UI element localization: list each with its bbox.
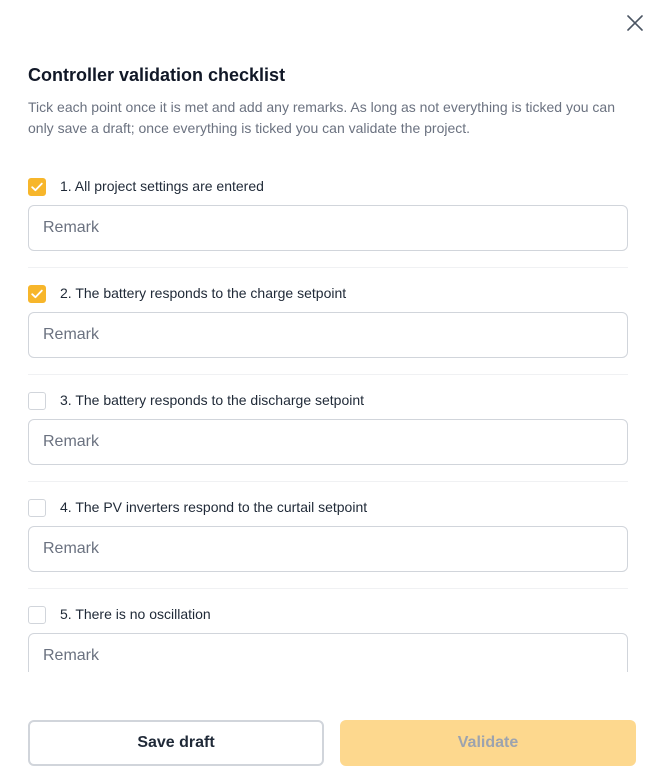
checklist-item (28, 384, 628, 491)
remark-input[interactable] (28, 633, 628, 672)
checklist-item-row (28, 603, 211, 625)
checkbox[interactable] (28, 499, 46, 517)
check-icon (31, 289, 43, 299)
checklist-item-label: 5. There is no oscillation (60, 606, 211, 622)
remark-input[interactable] (28, 312, 628, 358)
checklist-item-row (28, 496, 367, 518)
validate-button[interactable]: Validate (340, 720, 636, 766)
checkbox[interactable] (28, 285, 46, 303)
checkbox[interactable] (28, 606, 46, 624)
dialog-description: Tick each point once it is met and add any remarks. As long as not everything is ticked you can only save a draft; once everything is ticked you can validate the project. (28, 99, 616, 136)
divider (28, 481, 628, 482)
checklist-item-label: 4. The PV inverters respond to the curtail setpoint (60, 499, 368, 515)
close-icon (626, 14, 644, 32)
checklist (28, 170, 628, 672)
dialog-title: Controller validation checklist (28, 65, 286, 85)
check-icon (31, 182, 43, 192)
remark-input[interactable] (28, 205, 628, 251)
checkbox[interactable] (28, 178, 46, 196)
checklist-item (28, 491, 628, 598)
checklist-item (28, 598, 628, 672)
checklist-item-row (28, 175, 264, 197)
checklist-item (28, 170, 628, 277)
divider (28, 588, 628, 589)
checklist-item-label: 2. The battery responds to the charge setpoint (60, 285, 347, 301)
checklist-item-label: 1. All project settings are entered (60, 178, 264, 194)
divider (28, 374, 628, 375)
remark-input[interactable] (28, 526, 628, 572)
checkbox[interactable] (28, 392, 46, 410)
checklist-item (28, 277, 628, 384)
checklist-item-label: 3. The battery responds to the discharge setpoint (60, 392, 365, 408)
close-button[interactable] (624, 12, 646, 34)
dialog-footer (28, 720, 636, 766)
checklist-item-row (28, 389, 364, 411)
remark-input[interactable] (28, 419, 628, 465)
checklist-item-row (28, 282, 346, 304)
divider (28, 267, 628, 268)
save-draft-button[interactable]: Save draft (28, 720, 324, 766)
